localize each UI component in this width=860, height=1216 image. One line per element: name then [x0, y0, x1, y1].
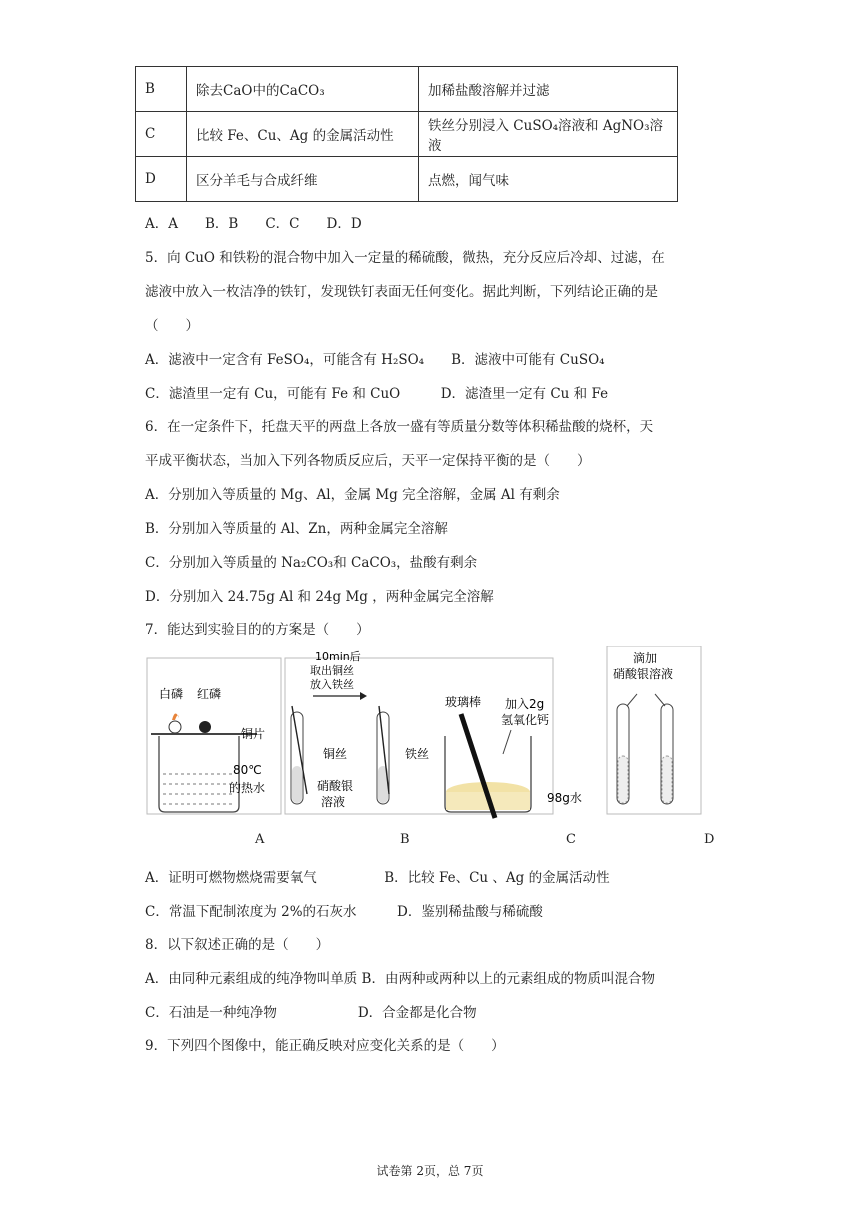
q6-option-d: D．分别加入 24.75g Al 和 24g Mg ，两种金属完全溶解 [145, 589, 494, 605]
experiment-figure [145, 646, 715, 826]
q6-option-b: B．分别加入等质量的 Al、Zn，两种金属完全溶解 [145, 521, 448, 537]
figure-letter-d: D [704, 832, 715, 847]
label-red-phosphorus: 红磷 [197, 687, 222, 701]
row-purpose: 比较 Fe、Cu、Ag 的金属活动性 [187, 112, 419, 157]
panel-c-beaker [445, 714, 531, 818]
label-white-phosphorus: 白磷 [159, 687, 184, 701]
label-copper-wire: 铜丝 [323, 747, 348, 761]
row-method: 点燃，闻气味 [419, 157, 678, 202]
label-remove-copper: 取出铜丝 [310, 664, 354, 677]
label-calcium-hydroxide: 氢氧化钙 [501, 713, 550, 727]
figure-letter-b: B [400, 832, 410, 847]
q9-stem: 9．下列四个图像中，能正确反映对应变化关系的是（ ） [145, 1038, 505, 1054]
panel-d-tubes [617, 694, 673, 804]
label-add-2g: 加入2g [505, 697, 545, 711]
row-method: 铁丝分别浸入 CuSO₄溶液和 AgNO₃溶液 [419, 112, 678, 157]
table-row [136, 112, 678, 157]
table-row [136, 67, 678, 112]
q6-option-a: A．分别加入等质量的 Mg、Al，金属 Mg 完全溶解，金属 Al 有剩余 [145, 487, 560, 503]
row-method: 加稀盐酸溶解并过滤 [419, 67, 678, 112]
q6-stem-line1: 6．在一定条件下，托盘天平的两盘上各放一盛有等质量分数等体积稀盐酸的烧杯，天 [145, 419, 654, 435]
figure-letter-c: C [566, 832, 576, 847]
row-key: C [136, 112, 187, 157]
figure-letter-a: A [255, 832, 265, 847]
options-table [135, 66, 678, 202]
q5-stem-line1: 5．向 CuO 和铁粉的混合物中加入一定量的稀硫酸，微热，充分反应后冷却、过滤，在 [145, 250, 665, 266]
label-silver-nitrate: 硝酸银 [317, 779, 354, 793]
q8-options-line2: C．石油是一种纯净物 D．合金都是化合物 [145, 1005, 477, 1021]
table-row [136, 157, 678, 202]
q5-options-line2: C．滤渣里一定有 Cu，可能有 Fe 和 CuO D．滤渣里一定有 Cu 和 Fe [145, 386, 609, 402]
q5-stem-line2: 滤液中放入一枚洁净的铁钉，发现铁钉表面无任何变化。据此判断，下列结论正确的是 [145, 284, 658, 300]
row-purpose: 除去CaO中的CaCO₃ [187, 67, 419, 112]
label-iron-wire: 铁丝 [405, 747, 430, 761]
row-key: B [136, 67, 187, 112]
label-10min: 10min后 [315, 650, 361, 663]
q5-stem-line3: （ ） [145, 318, 199, 334]
label-add-iron: 放入铁丝 [310, 678, 354, 691]
q8-stem: 8．以下叙述正确的是（ ） [145, 937, 330, 953]
q6-option-c: C．分别加入等质量的 Na₂CO₃和 CaCO₃，盐酸有剩余 [145, 555, 478, 571]
q7-stem: 7．能达到实验目的的方案是（ ） [145, 622, 370, 638]
label-drop: 滴加 [633, 651, 658, 665]
q6-stem-line2: 平成平衡状态，当加入下列各物质反应后，天平一定保持平衡的是（ ） [145, 453, 591, 469]
label-solution: 溶液 [321, 795, 346, 809]
row-purpose: 区分羊毛与合成纤维 [187, 157, 419, 202]
label-80c: 80℃ [233, 763, 262, 777]
label-glass-rod: 玻璃棒 [445, 695, 482, 709]
label-silver-nitrate-d: 硝酸银溶液 [613, 667, 674, 681]
q5-options-line1: A．滤液中一定含有 FeSO₄，可能含有 H₂SO₄ B．滤液中可能有 CuSO₄ [145, 352, 605, 368]
row-key: D [136, 157, 187, 202]
q8-options-line1: A．由同种元素组成的纯净物叫单质 B．由两种或两种以上的元素组成的物质叫混合物 [145, 971, 655, 987]
q7-options-line1: A．证明可燃物燃烧需要氧气 B．比较 Fe、Cu 、Ag 的金属活动性 [145, 870, 610, 886]
q7-options-line2: C．常温下配制浓度为 2%的石灰水 D．鉴别稀盐酸与稀硫酸 [145, 904, 543, 920]
label-hot-water: 的热水 [229, 781, 266, 795]
label-copper-sheet: 铜片 [241, 727, 266, 741]
page-footer: 试卷第 2页，总 7页 [376, 1164, 484, 1178]
label-98g-water: 98g水 [547, 791, 582, 805]
q4-options: A．A B．B C．C D．D [145, 216, 362, 232]
